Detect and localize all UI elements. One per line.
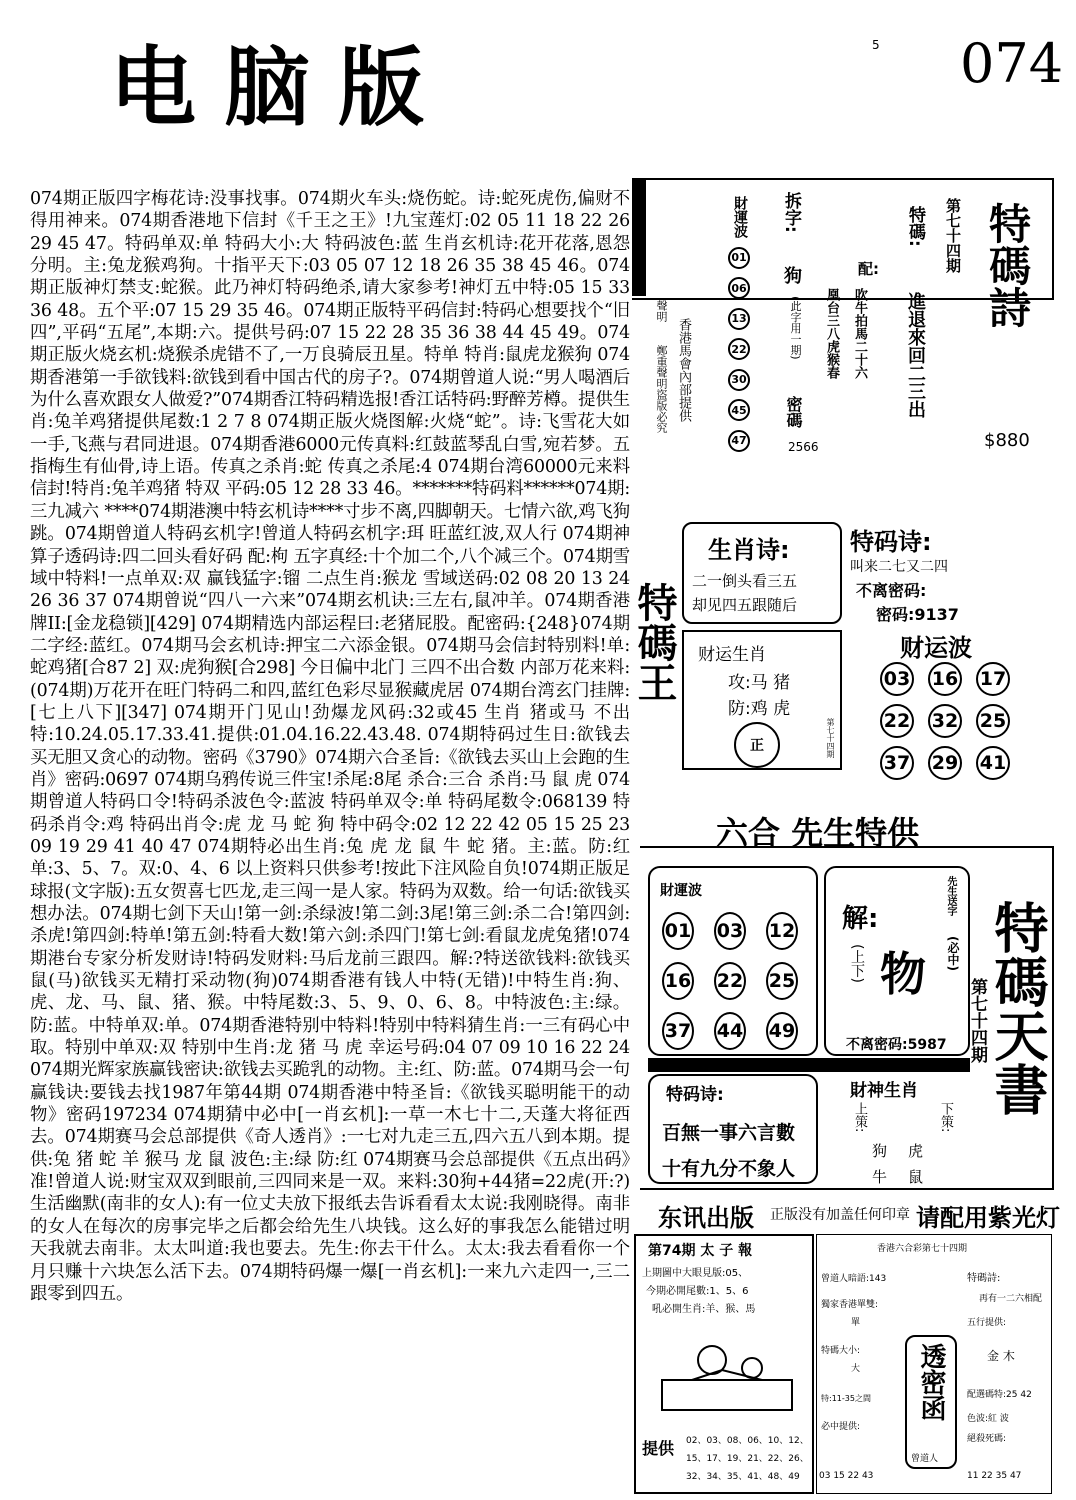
tianshu-bizhong: (必中) xyxy=(946,936,960,971)
number-ball: 13 xyxy=(728,308,750,330)
tianshu-caishen xyxy=(832,1074,972,1184)
tema-poem-line1: 叫来二七又二四 xyxy=(850,559,948,575)
tianshu-poem-box xyxy=(648,1074,818,1184)
shengxiao-poem-title: 生肖诗: xyxy=(708,536,790,564)
tianshu-jie-sub: (上下) xyxy=(849,944,865,983)
number-ball: 47 xyxy=(728,430,750,452)
number-ball: 37 xyxy=(880,746,914,780)
number-ball: 06 xyxy=(728,277,750,299)
shengxiao-poem-line2: 却见四五跟随后 xyxy=(692,596,798,614)
number-ball: 25 xyxy=(976,704,1010,738)
tema-caiyunbo-numbers xyxy=(728,246,752,452)
tema-chaizi-note: (此字用一期) xyxy=(789,296,802,360)
number-ball: 29 xyxy=(928,746,962,780)
stamp-seal xyxy=(734,722,780,768)
number-ball: 22 xyxy=(728,338,750,360)
shengxiao-poem-box xyxy=(682,522,842,624)
toumihan-left-7: 必中提供: xyxy=(821,1422,861,1432)
tema-caiyunbo-label: 財運波 xyxy=(732,196,748,238)
toumihan-right-2: 再有一二六相配 xyxy=(979,1294,1043,1304)
tema-mima: 密碼 xyxy=(784,396,803,428)
tema-label: 特碼: xyxy=(905,206,925,247)
tianshu-balls xyxy=(662,912,814,1050)
number-ball: 45 xyxy=(728,399,750,421)
footer-lamp: 请配用紫光灯 xyxy=(916,1204,1060,1232)
tema-chaizi-label: 拆字: xyxy=(781,192,801,233)
tianshu-poem-title: 特码诗: xyxy=(666,1085,724,1105)
tema-side-label: 聲明 xyxy=(655,300,668,322)
caishen-shang: 上策: xyxy=(852,1102,867,1133)
taizi-numbers: 02、03、08、06、10、12、15、17、19、21、22、26、32、34、35、41、48、49 xyxy=(686,1436,809,1482)
number-ball: 17 xyxy=(976,662,1010,696)
buli-code: 密码:9137 xyxy=(876,605,959,624)
number-ball: 37 xyxy=(662,1012,694,1050)
caishen-xia-1: 虎 xyxy=(908,1142,924,1160)
tema-footnote: 2566 xyxy=(788,440,819,454)
main-article: 074期正版四字梅花诗:没事找事。074期火车头:烧伤蛇。诗:蛇死虎伤,偏财不得用神来。074期香港地下信封《千王之王》!九宝莲灯:02 05 11 18 22 26 29 45 47。特码单双:单 特码大小:大 特码波色:蓝 生肖玄机诗:花开花落,恩怨分明。主:兔龙猴鸡狗。十指平天下:03 05 07 12 18 26 35 38 45 46。074期正版神灯禁支:蛇猴。此乃神灯特码绝杀,请大家参考!神灯五中特:05 15 33 36 48。五个平:07 15 29 35 46。074期正版特平码信封:特码心想要找个“旧四”,平码“五尾”,本期:六。提供号码:07 15 22 28 35 36 38 44 45 49。074期正版火烧玄机:烧猴杀虎错不了,一万良骑辰丑星。特单 特肖:鼠虎龙猴狗 074期香港第一手欲钱料:欲钱到看中国古代的房子?。074期曾道人说:“男人喝酒后为什么喜欢跟女人做爱?”074期香江特码精选报!香江话特码:野醉芳樽。提供生肖:兔羊鸡猪提供尾数:1 2 7 8 074期正版火烧图解:火烧“蛇”。诗:飞雪花大如一手,飞燕与君同进退。074期香港6000元传真料:红鼓蓝琴乱白雪,宛若梦。五指梅生有仙骨,诗上语。传真之杀肖:蛇 传真之杀尾:4 074期台湾60000元来料信封!特肖:兔羊鸡猪 特双 平码:05 12 28 33 46。*******特码料******074期:三九减六 ****074期港澳中特玄机诗****寸步不离,四脚朝天。七情六欲,鸡飞狗跳。074期曾道人特码玄机字!曾道人特码玄机字:珥 旺蓝红波,双人行 074期神算子透码诗:四二回头看好码 配:枸 五字真经:十个加二个,八个减三个。074期雪域中特料!一点单双:双 赢钱猛字:镏 二点生肖:猴龙 雪域送码:02 08 20 13 24 26 36 37 074期曾说“四八一六来”074期玄机诀:三左右,鼠冲羊。074期香港牌II:[金龙稳锁][429] 074期精选内部运程曰:老猪屁股。配密码:{248}074期二字经:蓝红。074期马会玄机诗:押宝二六添金银。074期马会信封特别料!单:蛇鸡猪[合87 2] 双:虎狗猴[合298] 今日偏中北门 三四不出合数 内部万花来料:(074期)万花开在旺门特码二和四,蓝红色彩尽显猴藏虎居 074期台湾玄门挂牌:[七上八下][347] 074期开门见山!劲爆龙风码:32或45 生肖 猪或马 不出特:10.24.05.17.33.41.提供:01.04.16.22.43.48. 074期特码过生日:欲钱去买无胆又贪心的动物。密码《3790》074期六合圣旨:《欲钱去买山上会跑的生肖》密码:0697 074期乌鸦传说三件宝!杀尾:8尾 杀合:三合 杀肖:马 鼠 虎 074期曾道人特码口令!特码杀波色令:蓝波 特码单双令:单 特码尾数令:068139 特码杀肖令:鸡 特码出肖令:虎 龙 马 蛇 狗 特中码令:02 12 22 42 05 15 25 23 09 19 29 41 40 47 074期特必出生肖:兔 虎 龙 鼠 牛 蛇 猪。主:蓝。防:红 单:3、5、7。双:0、4、6 以上资料只供参考!按此下注风险自负!074期正版足球报(文字版):五女贺喜七匹龙,走三闯一是人家。特码为双数。给一句话:欲钱买想办法。074期七剑下天山!第一剑:杀绿波!第二剑:3尾!第三剑:杀二合!第四剑:杀虎!第四剑:特单!第五剑:特看大数!第六剑:杀四门!第七剑:看鼠龙虎兔猪!074期港台专家分析发财诗!特码发财料:马后龙前三跟四。解:?特送欲钱料:欲钱买鼠(马)欲钱买无精打采动物(狗)074期香港有钱人中特(无错)!中特生肖:狗、虎、龙、马、鼠、猪、猴。中特尾数:3、5、9、0、6、8。中特波色:主:绿。防:蓝。中特单双:单。074期香港特别中特料!特别中特料猜生肖:一三有码心中取。特别中单双:双 特别中生肖:龙 猪 马 虎 幸运号码:04 07 09 10 16 22 24 074期光辉家族赢钱密诀:欲钱去买跪乳的动物。主:红、防:蓝。074期马会一句赢钱诀:要钱去找1987年第44期 074期香港中特圣旨:《欲钱买聪明能干的动物》密码197234 074期猜中必中[一肖玄机]:一草一木七十二,天蓬大将征西去。074期赛马会总部提供《奇人透肖》:一七对九走三五,四六五八到本期。提供:兔 猪 蛇 羊 猴马 龙 鼠 波色:主:绿 防:红 074期赛马会总部提供《五点出码》准!曾道人说:财宝双双到眼前,三四同来是一双。来料:30狗+44猪=22虎(开:?)生活幽默(南非的女人):有一位丈夫放下报纸去告诉看看太太说:我刚晓得。南非的女人在每次的房事完毕之后都会给先生八块钱。这么好的事我怎么能错过明天我就去南非。太太叫道:我也要去。先生:你去干什么。太太:我去看看你一个月只赚十六块怎么活下去。074期特码爆一爆[一肖玄机]:一来九六走四一,三二跟零到四五。 xyxy=(30,189,630,1304)
tianshu-jie-label: 解: xyxy=(842,904,879,934)
number-ball: 30 xyxy=(728,369,750,391)
tema-hk-note: 香港馬會內部提供 xyxy=(676,318,691,422)
tianshu-banner: 六合 先生特供 xyxy=(716,814,920,852)
toumihan-right-7: 絕殺死碼: xyxy=(967,1434,1007,1444)
tema-price: $880 xyxy=(984,430,1030,451)
taizi-bao-box xyxy=(634,1234,814,1494)
toumihan-right-3: 五行提供: xyxy=(967,1318,1007,1328)
number-ball: 16 xyxy=(662,962,694,1000)
cartoon-illustration xyxy=(652,1320,802,1420)
tianshu-strip xyxy=(648,1058,970,1072)
number-ball: 49 xyxy=(766,1012,798,1050)
toumihan-left-5: 大 xyxy=(851,1364,861,1374)
tema-line1: 凰台三八虎猴春 xyxy=(824,288,839,379)
tema-side-note: 鄭重聲明盜版必究 xyxy=(655,345,668,433)
tema-wang-issue: 第七十四期 xyxy=(826,718,835,758)
footer-notice: 正版没有加盖任何印章 xyxy=(770,1207,910,1223)
caiyunbo-balls xyxy=(880,662,1020,780)
number-ball: 41 xyxy=(976,746,1010,780)
tema-pei: 配: xyxy=(858,260,879,278)
tema-wang-side-title: 特碼王 xyxy=(631,582,678,702)
caiyun-gong: 攻:马 猪 xyxy=(728,673,791,693)
tianshu-caiyunbo-box xyxy=(648,866,818,1056)
toumihan-left-nums: 03 15 22 43 xyxy=(819,1471,874,1481)
number-ball: 32 xyxy=(928,704,962,738)
taizi-title: 第74期 太 子 報 xyxy=(648,1243,753,1259)
caiyunbo-title: 财运波 xyxy=(900,634,972,662)
toumihan-left-4: 特碼大小: xyxy=(821,1346,861,1356)
toumihan-header: 香港六合彩第七十四期 xyxy=(877,1244,968,1254)
stamp-text: 正 xyxy=(750,738,764,754)
number-ball: 16 xyxy=(928,662,962,696)
caishen-xia: 下策: xyxy=(938,1102,953,1133)
number-ball: 01 xyxy=(662,912,694,950)
toumihan-center-box xyxy=(905,1335,957,1469)
caiyun-shengxiao-box xyxy=(682,630,842,770)
tianshu-caiyunbo-title: 財運波 xyxy=(660,883,702,899)
tema-line2: 吹牛拍馬二十六 xyxy=(852,288,867,379)
tianshu-jie-box xyxy=(824,866,970,1056)
number-ball: 44 xyxy=(714,1012,746,1050)
caiyun-shengxiao-title: 财运生肖 xyxy=(698,645,766,665)
tianshu-buli-code: 不离密码:5987 xyxy=(846,1037,947,1053)
tema-poem-box-2 xyxy=(846,522,1036,624)
toumihan-right-nums: 11 22 35 47 xyxy=(967,1471,1022,1481)
taizi-line1: 上期圖中大眼見版:05、 xyxy=(642,1268,749,1279)
taizi-line2: 今期必開尾數:1、5、6 xyxy=(646,1286,749,1297)
number-ball: 25 xyxy=(766,962,798,1000)
number-ball: 03 xyxy=(714,912,746,950)
toumihan-right-1: 特碼詩: xyxy=(967,1273,1001,1284)
toumihan-left-6: 特:11-35之間 xyxy=(821,1394,871,1403)
tianshu-issue: 第七十四期 xyxy=(967,978,987,1063)
tema-issue-vertical: 第七十四期 xyxy=(944,198,962,273)
tianshu-wu: 物 xyxy=(880,947,926,1001)
caishen-shang-2: 牛 xyxy=(872,1168,888,1186)
toumihan-left-1: 曾道人暗語:143 xyxy=(821,1274,887,1284)
tema-line3: 進退來回二三出 xyxy=(905,292,926,418)
tianshu-big-title: 特碼天書 xyxy=(986,900,1050,1116)
number-ball: 12 xyxy=(766,912,798,950)
caishen-xia-2: 鼠 xyxy=(908,1168,924,1186)
number-ball: 03 xyxy=(880,662,914,696)
caishen-title: 財神生肖 xyxy=(850,1081,918,1101)
toumihan-right-4: 金 木 xyxy=(987,1349,1015,1363)
caishen-shang-1: 狗 xyxy=(872,1142,888,1160)
corner-mark: 5 xyxy=(872,38,880,52)
tema-chaizi-value: 狗 xyxy=(784,266,802,287)
tianshu-teacher: 先生送字 xyxy=(945,876,956,916)
toumihan-right-6: 色波:紅 波 xyxy=(967,1414,1009,1424)
toumihan-right-5: 配選碼特:25 42 xyxy=(967,1390,1032,1400)
tema-poem-title: 特码诗: xyxy=(850,528,932,556)
toumihan-center: 透密函 xyxy=(916,1343,946,1421)
toumihan-box xyxy=(816,1234,1052,1494)
page-title: 电脑版 xyxy=(110,37,452,138)
caiyun-fang: 防:鸡 虎 xyxy=(728,699,791,719)
number-ball: 22 xyxy=(714,962,746,1000)
shengxiao-poem-line1: 二一倒头看三五 xyxy=(692,572,798,590)
taizi-illustration xyxy=(652,1320,802,1420)
taizi-tigong: 提供 xyxy=(642,1439,675,1458)
taizi-line3: 吼必開生肖:羊、猴、馬 xyxy=(652,1304,756,1315)
tianshu-poem-line1: 百無一事六言數 xyxy=(662,1122,796,1144)
issue-number: 074 xyxy=(960,32,1064,95)
footer-publisher: 东讯出版 xyxy=(658,1204,754,1232)
caiyunbo-section xyxy=(870,628,1050,773)
tianshu-poem-line2: 十有九分不象人 xyxy=(662,1158,796,1180)
tema-big-title: 特碼詩 xyxy=(983,202,1032,328)
number-ball: 22 xyxy=(880,704,914,738)
toumihan-left-3: 單 xyxy=(851,1318,861,1328)
buli-label: 不离密码: xyxy=(856,581,927,600)
number-ball: 01 xyxy=(728,247,750,269)
toumihan-center-sub: 曾道人 xyxy=(911,1454,939,1464)
toumihan-left-2: 獨家香港單雙: xyxy=(821,1300,879,1310)
